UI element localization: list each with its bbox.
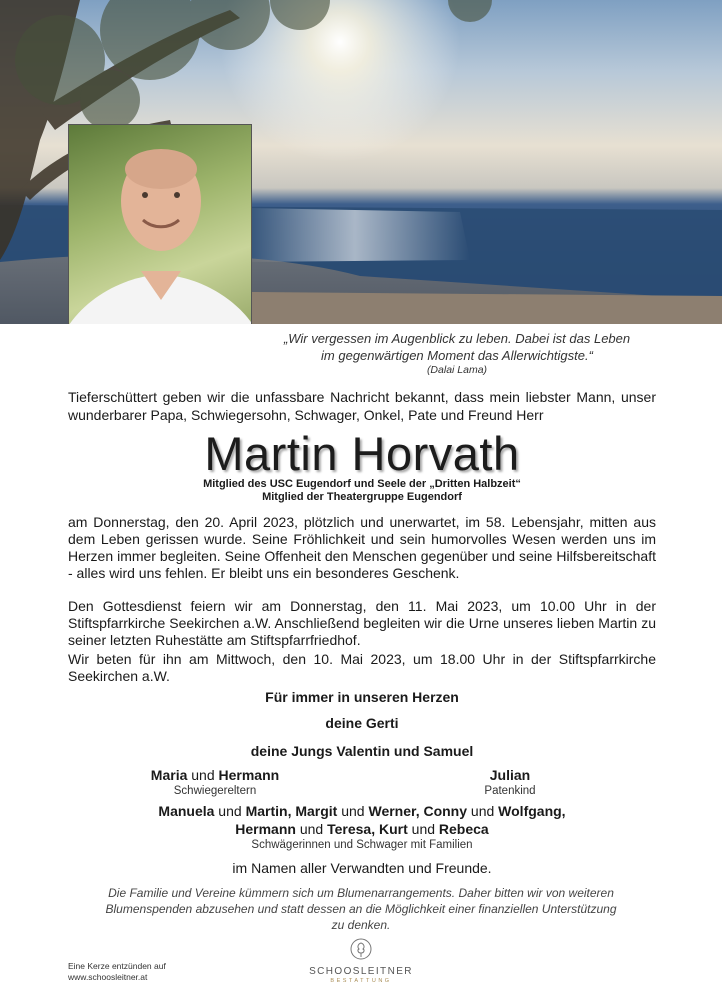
relatives-line: im Namen aller Verwandten und Freunde. [232, 860, 492, 876]
sibling-in-law-segment: und [214, 803, 246, 819]
sibling-in-law-segment: und [337, 803, 369, 819]
parent-in-law-name-2: Hermann [218, 767, 280, 783]
sibling-in-law-segment: Rebeca [438, 821, 489, 837]
quote-text-line-1: „Wir vergessen im Augenblick zu leben. Dabei ist das Leben [283, 331, 631, 346]
godchild [440, 766, 580, 798]
parent-in-law-name-1: Maria [150, 767, 188, 783]
sibling-in-law-segment: und [467, 803, 499, 819]
siblings-in-law-line-2 [68, 820, 656, 838]
candle-website-link[interactable]: www.schoosleitner.at [68, 972, 148, 982]
godchild-role: Patenkind [484, 785, 536, 797]
sons-signature: deine Jungs Valentin und Samuel [250, 743, 474, 759]
brand-name: SCHOOSLEITNER [309, 966, 413, 977]
wife-signature: deine Gerti [325, 715, 399, 731]
candle-info [68, 961, 166, 983]
funeral-service-paragraph: Den Gottesdienst feiern wir am Donnerstag, den 11. Mai 2023, um 10.00 Uhr in der Stiftspfarrkirche Seekirchen a.W. Anschließend begleiten wir die Urne unseres lieben Martin zu seiner letzten Ruhestätte am Stiftspfarrfriedhof. [68, 598, 656, 648]
brand-subtitle: BESTATTUNG [330, 978, 392, 984]
membership-line-1: Mitglied des USC Eugendorf und Seele der „Dritten Halbzeit“ [203, 478, 521, 490]
membership-line-2: Mitglied der Theatergruppe Eugendorf [262, 491, 462, 503]
prayer-paragraph: Wir beten für ihn am Mittwoch, den 10. Mai 2023, um 18.00 Uhr in der Stiftspfarrkirche Seekirchen a.W. [68, 651, 656, 684]
sibling-in-law-segment: Hermann [235, 821, 296, 837]
parents-in-law [120, 766, 310, 798]
quote-author: (Dalai Lama) [426, 364, 488, 376]
membership-info [68, 478, 656, 504]
sibling-in-law-segment: und [407, 821, 439, 837]
godchild-name: Julian [489, 767, 531, 783]
sibling-in-law-segment: Werner, Conny [368, 803, 468, 819]
rose-logo-icon [350, 938, 372, 960]
deceased-name: Martin Horvath [204, 427, 520, 480]
conjunction: und [191, 767, 215, 783]
siblings-in-law [68, 802, 656, 852]
sibling-in-law-segment: und [295, 821, 328, 837]
candle-text: Eine Kerze entzünden auf [68, 961, 166, 971]
portrait-photo [68, 124, 252, 324]
siblings-in-law-line-1 [68, 802, 656, 820]
death-paragraph: am Donnerstag, den 20. April 2023, plötzlich und unerwartet, im 58. Lebensjahr, mitten aus dem Leben gerissen wurde. Seine Fröhlichkeit und sein humorvolles Wesen werden uns im Herzen immer begleiten. Seine Offenheit den Menschen gegenüber und seine Hilfsbereitschaft - alles wird uns fehlen. Er bleibt uns ein besonderes Geschenk. [68, 514, 656, 581]
hero-image [0, 0, 722, 324]
parents-in-law-role: Schwiegereltern [173, 785, 257, 797]
person-silhouette-icon [69, 125, 252, 324]
sibling-in-law-segment: Manuela [158, 803, 215, 819]
siblings-in-law-role: Schwägerinnen und Schwager mit Familien [251, 839, 473, 851]
quote-block [262, 330, 652, 377]
funeral-home-logo [306, 938, 416, 984]
announcement-intro: Tieferschüttert geben wir die unfassbare Nachricht bekannt, dass mein liebster Mann, unser wunderbarer Papa, Schwiegersohn, Schwager, Onkel, Pate und Freund Herr [68, 389, 656, 423]
sibling-in-law-segment: Martin, Margit [245, 803, 338, 819]
sibling-in-law-segment: Wolfgang, [498, 803, 566, 819]
flower-donation-note: Die Familie und Vereine kümmern sich um Blumenarrangements. Daher bitten wir von weiteren Blumenspenden abzusehen und statt dessen an die Möglichkeit einer finanziellen Unterstützung zu denken. [105, 886, 617, 932]
motto: Für immer in unseren Herzen [265, 689, 459, 705]
sibling-in-law-segment: Teresa, Kurt [327, 821, 408, 837]
quote-text-line-2: im gegenwärtigen Moment das Allerwichtigste.“ [321, 348, 593, 363]
